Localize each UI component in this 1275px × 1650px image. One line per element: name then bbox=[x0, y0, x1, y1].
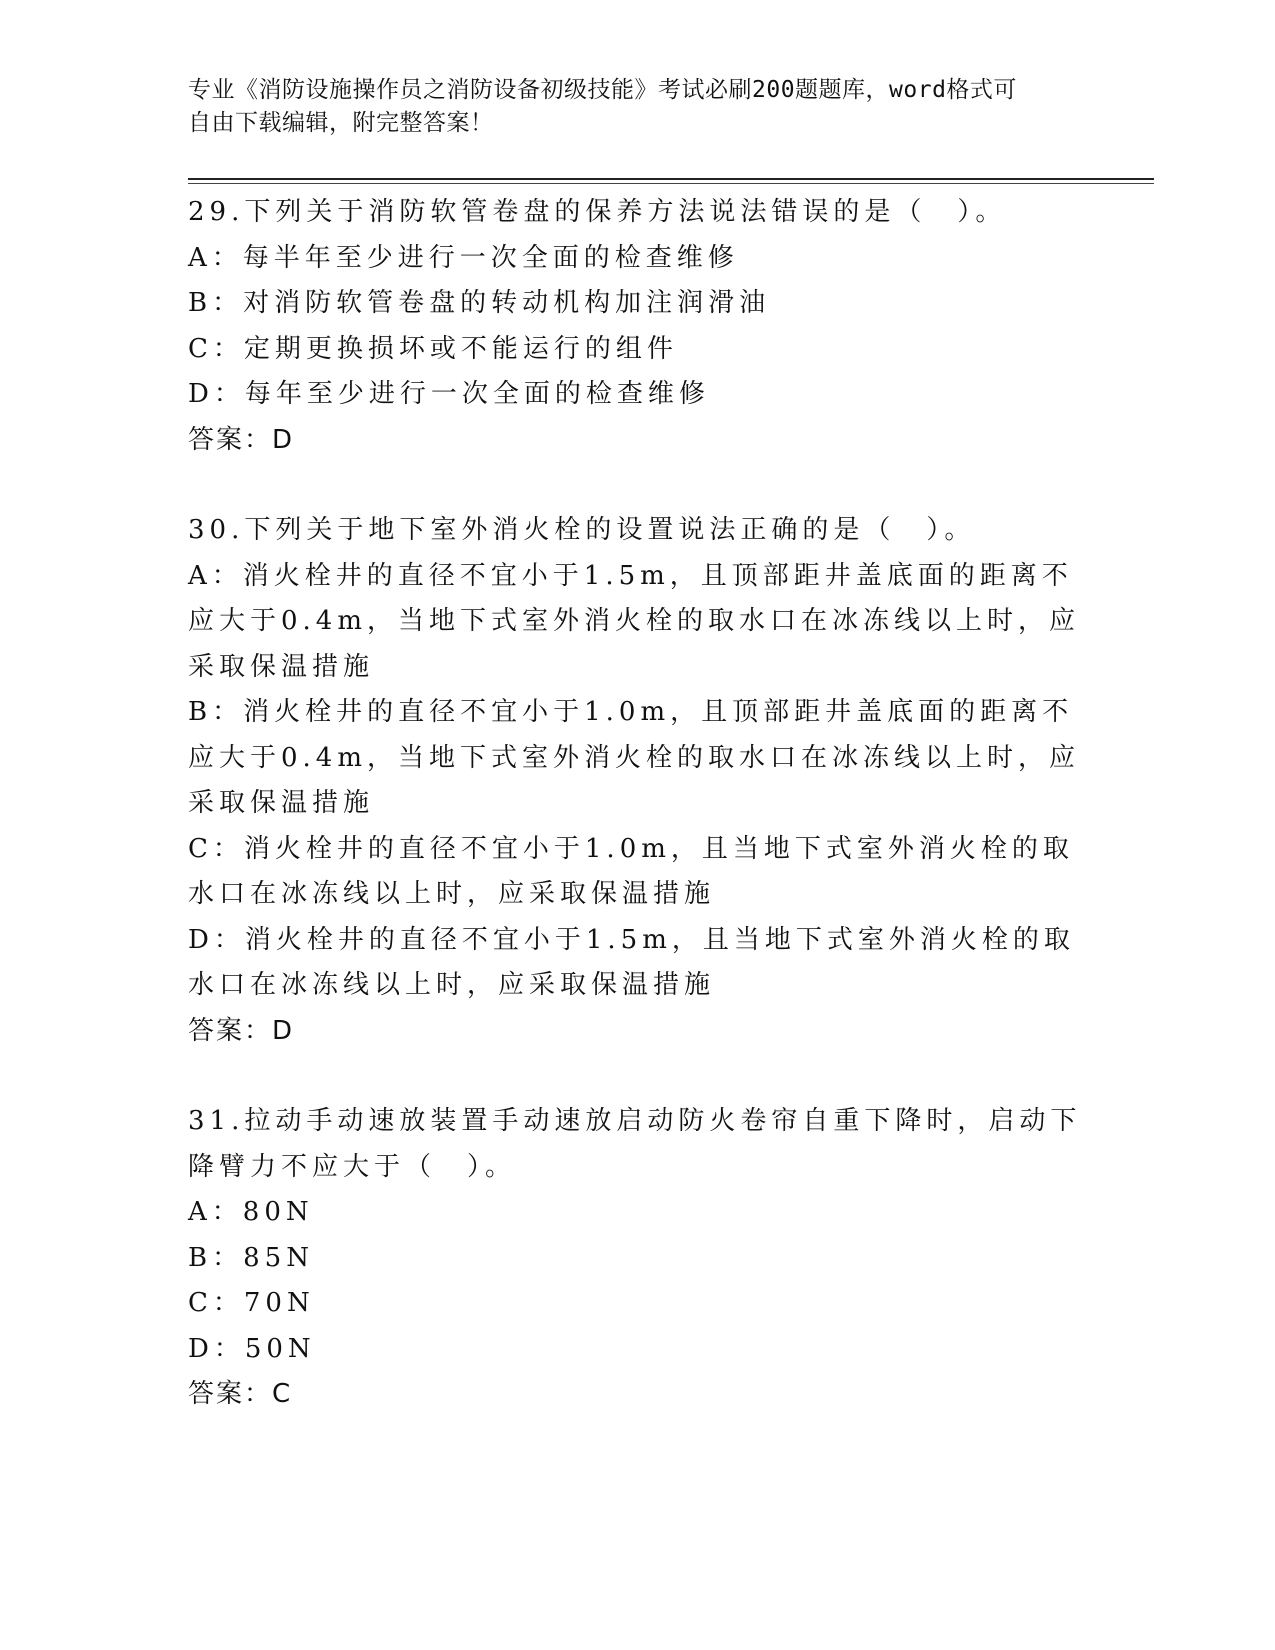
question-29 bbox=[188, 190, 1088, 463]
header-divider-thick bbox=[188, 178, 1154, 180]
option-a: A：每半年至少进行一次全面的检查维修 bbox=[188, 242, 739, 273]
question-31 bbox=[188, 1099, 1088, 1418]
option-c: C：70N bbox=[188, 1288, 315, 1318]
answer: 答案：D bbox=[188, 1015, 295, 1046]
header-line-1: 专业《消防设施操作员之消防设备初级技能》考试必刷200题题库，word格式可 bbox=[188, 77, 1017, 103]
option-a: A：消火栓井的直径不宜小于1.5m，且顶部距井盖底面的距离不应大于0.4m，当地下式室外消火栓的取水口在冰冻线以上时，应采取保温措施 bbox=[188, 560, 1081, 682]
question-spacer bbox=[188, 463, 1088, 508]
option-a: A：80N bbox=[188, 1197, 314, 1227]
option-b: B：对消防软管卷盘的转动机构加注润滑油 bbox=[188, 288, 771, 318]
option-c: C：定期更换损坏或不能运行的组件 bbox=[188, 333, 678, 364]
header-divider-thin bbox=[188, 183, 1154, 184]
header-line-2: 自由下载编辑，附完整答案！ bbox=[188, 110, 494, 136]
answer: 答案：D bbox=[188, 424, 295, 455]
question-30 bbox=[188, 508, 1088, 1054]
option-d: D：每年至少进行一次全面的检查维修 bbox=[188, 379, 710, 409]
question-stem: 30.下列关于地下室外消火栓的设置说法正确的是（ ）。 bbox=[188, 515, 976, 545]
option-b: B：85N bbox=[188, 1242, 314, 1273]
question-list bbox=[188, 190, 1088, 1418]
option-d: D：消火栓井的直径不宜小于1.5m，且当地下式室外消火栓的取水口在冰冻线以上时，应采取保温措施 bbox=[188, 924, 1075, 1000]
option-c: C：消火栓井的直径不宜小于1.0m，且当地下式室外消火栓的取水口在冰冻线以上时，应采取保温措施 bbox=[188, 833, 1074, 909]
answer: 答案：C bbox=[188, 1379, 293, 1409]
option-b: B：消火栓井的直径不宜小于1.0m，且顶部距井盖底面的距离不应大于0.4m，当地下式室外消火栓的取水口在冰冻线以上时，应采取保温措施 bbox=[188, 697, 1081, 818]
question-stem: 29.下列关于消防软管卷盘的保养方法说法错误的是（ ）。 bbox=[188, 197, 1007, 227]
document-header bbox=[188, 74, 1068, 140]
question-stem: 31.拉动手动速放装置手动速放启动防火卷帘自重下降时，启动下降臂力不应大于（ ）。 bbox=[188, 1106, 1082, 1182]
question-spacer bbox=[188, 1054, 1088, 1099]
option-d: D：50N bbox=[188, 1333, 316, 1364]
